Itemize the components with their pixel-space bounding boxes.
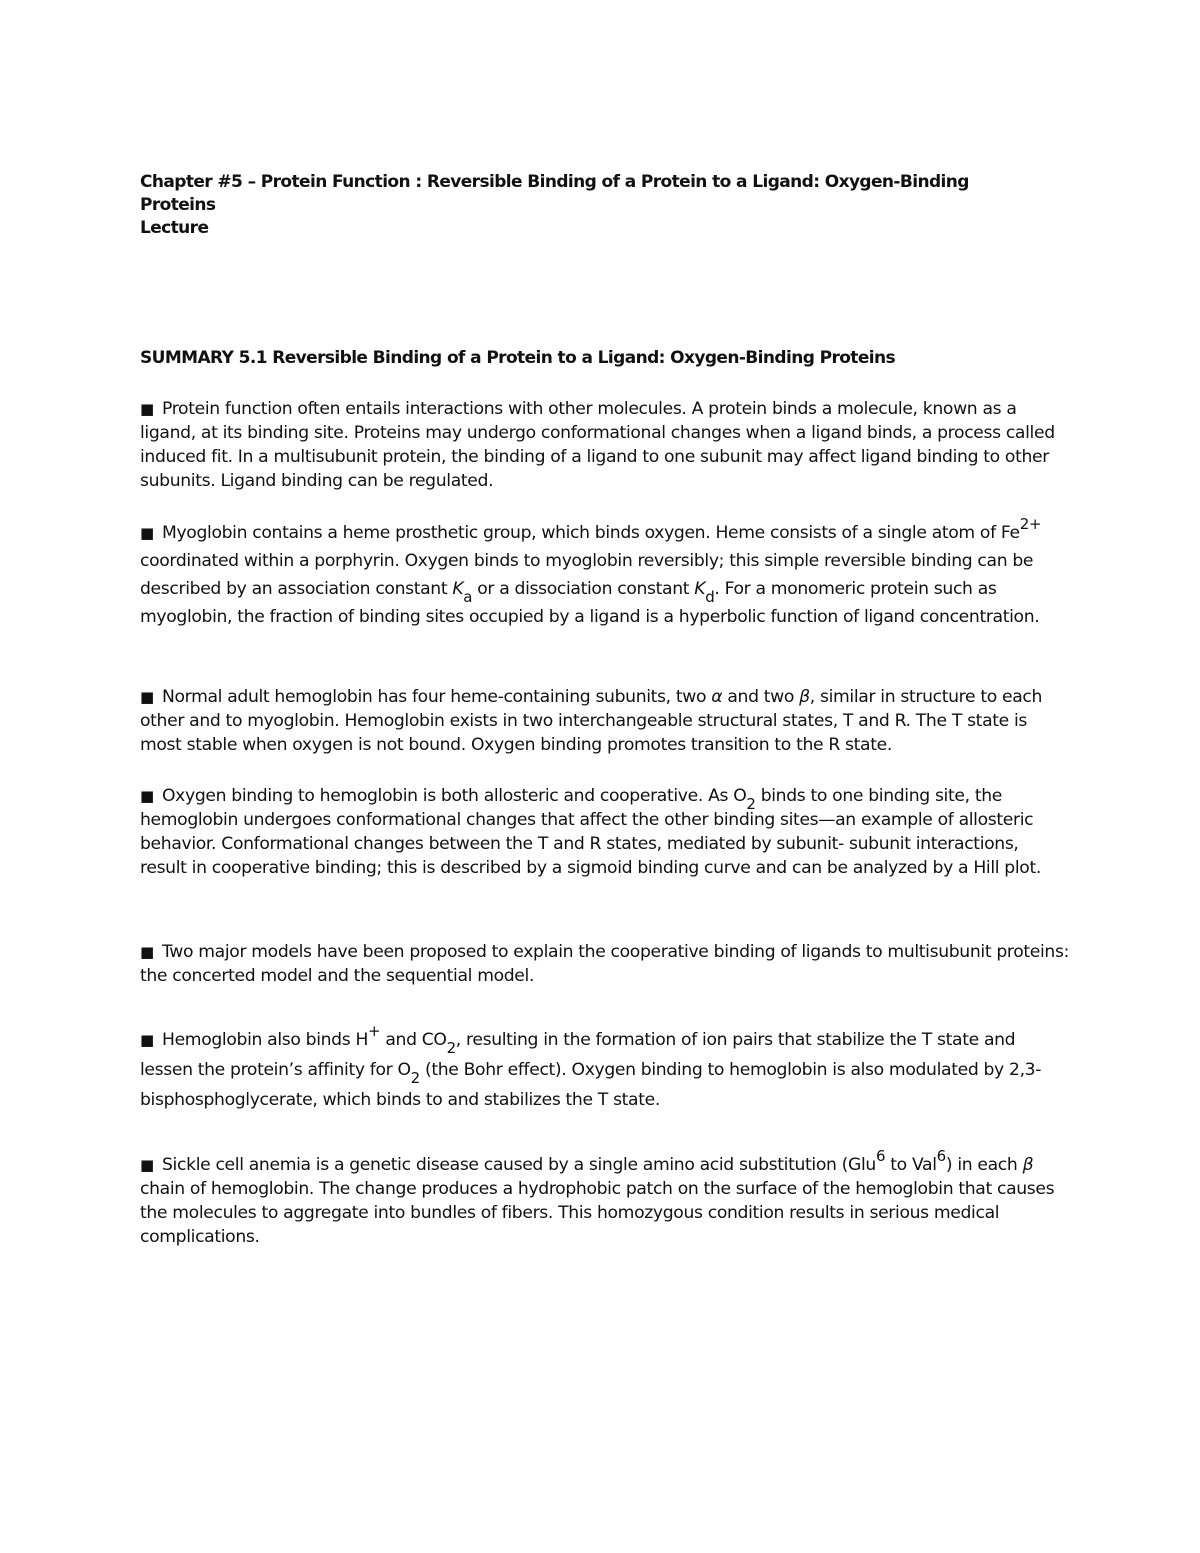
summary-paragraph-3 bbox=[140, 685, 1070, 757]
greek-alpha: α bbox=[711, 687, 723, 707]
subscript: d bbox=[705, 588, 715, 606]
paragraph-text: Normal adult hemoglobin has four heme-containing subunits, two bbox=[162, 687, 712, 707]
bullet-square-icon: ■ bbox=[140, 400, 154, 418]
subscript: 2 bbox=[446, 1039, 456, 1057]
paragraph-text: binds to one binding site, the hemoglobin undergoes conformational changes that affect the other binding sites—an example of allosteric behavior. Conformational changes between the T and R states, mediated by subunit- subunit interactions, result in cooperative binding; this is described by a sigmoid binding curve and can be analyzed by a Hill plot. bbox=[140, 786, 1041, 878]
paragraph-text: Myoglobin contains a heme prosthetic group, which binds oxygen. Heme consists of a single atom of Fe bbox=[162, 523, 1020, 543]
summary-paragraph-5 bbox=[140, 940, 1070, 988]
title-line-1: Chapter #5 – Protein Function : Reversible Binding of a Protein to a Ligand: Oxygen-Binding Proteins bbox=[140, 172, 969, 215]
summary-paragraph-6 bbox=[140, 1022, 1070, 1115]
bullet-square-icon: ■ bbox=[140, 787, 154, 805]
summary-paragraph-1 bbox=[140, 397, 1070, 493]
paragraph-text: Two major models have been proposed to explain the cooperative binding of ligands to multisubunit proteins: the concerted model and the sequential model. bbox=[140, 942, 1070, 986]
paragraph-text: and CO bbox=[380, 1030, 447, 1050]
superscript: + bbox=[368, 1022, 381, 1040]
summary-heading: SUMMARY 5.1 Reversible Binding of a Protein to a Ligand: Oxygen-Binding Proteins bbox=[140, 348, 896, 368]
paragraph-text: (the Bohr effect). Oxygen binding to hemoglobin is also modulated by 2,3- bisphosphoglycerate, which binds to and stabilizes the T state. bbox=[140, 1060, 1042, 1110]
paragraph-text: ) in each bbox=[945, 1155, 1023, 1175]
paragraph-text: , resulting in the formation of ion pairs that stabilize the T state and lessen the protein’s affinity for O bbox=[140, 1030, 1016, 1080]
paragraph-text: to Val bbox=[885, 1155, 937, 1175]
paragraph-text: Hemoglobin also binds H bbox=[162, 1030, 369, 1050]
bullet-square-icon: ■ bbox=[140, 1031, 154, 1049]
paragraph-text: , similar in structure to each other and to myoglobin. Hemoglobin exists in two interchangeable structural states, T and R. The T state is most stable when oxygen is not bound. Oxygen binding promotes transition to the R state. bbox=[140, 687, 1043, 755]
summary-paragraph-7 bbox=[140, 1147, 1070, 1249]
bullet-square-icon: ■ bbox=[140, 688, 154, 706]
superscript: 6 bbox=[875, 1147, 886, 1165]
superscript: 2+ bbox=[1019, 515, 1042, 533]
greek-beta: β bbox=[799, 687, 810, 707]
constant-symbol: K bbox=[452, 579, 464, 599]
paragraph-text: Oxygen binding to hemoglobin is both allosteric and cooperative. As O bbox=[162, 786, 747, 806]
document-title bbox=[140, 171, 1040, 240]
paragraph-text: and two bbox=[722, 687, 800, 707]
greek-beta: β bbox=[1022, 1155, 1034, 1175]
superscript: 6 bbox=[936, 1147, 946, 1165]
paragraph-text: coordinated within a porphyrin. Oxygen binds to myoglobin reversibly; this simple reversible binding can be described by an association constant bbox=[140, 551, 1034, 599]
bullet-square-icon: ■ bbox=[140, 524, 154, 542]
paragraph-text: . For a monomeric protein such as myoglobin, the fraction of binding sites occupied by a ligand is a hyperbolic function of ligand concentration. bbox=[140, 579, 1040, 627]
paragraph-text: or a dissociation constant bbox=[472, 579, 695, 599]
bullet-square-icon: ■ bbox=[140, 1156, 154, 1174]
constant-symbol: K bbox=[694, 579, 706, 599]
paragraph-text: Sickle cell anemia is a genetic disease caused by a single amino acid substitution (Glu bbox=[162, 1155, 876, 1175]
summary-paragraph-4 bbox=[140, 784, 1070, 880]
paragraph-text: chain of hemoglobin. The change produces a hydrophobic patch on the surface of the hemoglobin that causes the molecules to aggregate into bundles of fibers. This homozygous condition results in serious medical complications. bbox=[140, 1179, 1055, 1247]
bullet-square-icon: ■ bbox=[140, 943, 154, 961]
title-line-2: Lecture bbox=[140, 218, 209, 238]
subscript: 2 bbox=[410, 1069, 420, 1087]
summary-paragraph-2 bbox=[140, 515, 1070, 631]
paragraph-text: Protein function often entails interactions with other molecules. A protein binds a molecule, known as a ligand, at its binding site. Proteins may undergo conformational changes when a ligand binds, a process called induced fit. In a multisubunit protein, the binding of a ligand to one subunit may affect ligand binding to other subunits. Ligand binding can be regulated. bbox=[140, 399, 1055, 491]
subscript: 2 bbox=[746, 795, 756, 813]
subscript: a bbox=[463, 588, 473, 606]
